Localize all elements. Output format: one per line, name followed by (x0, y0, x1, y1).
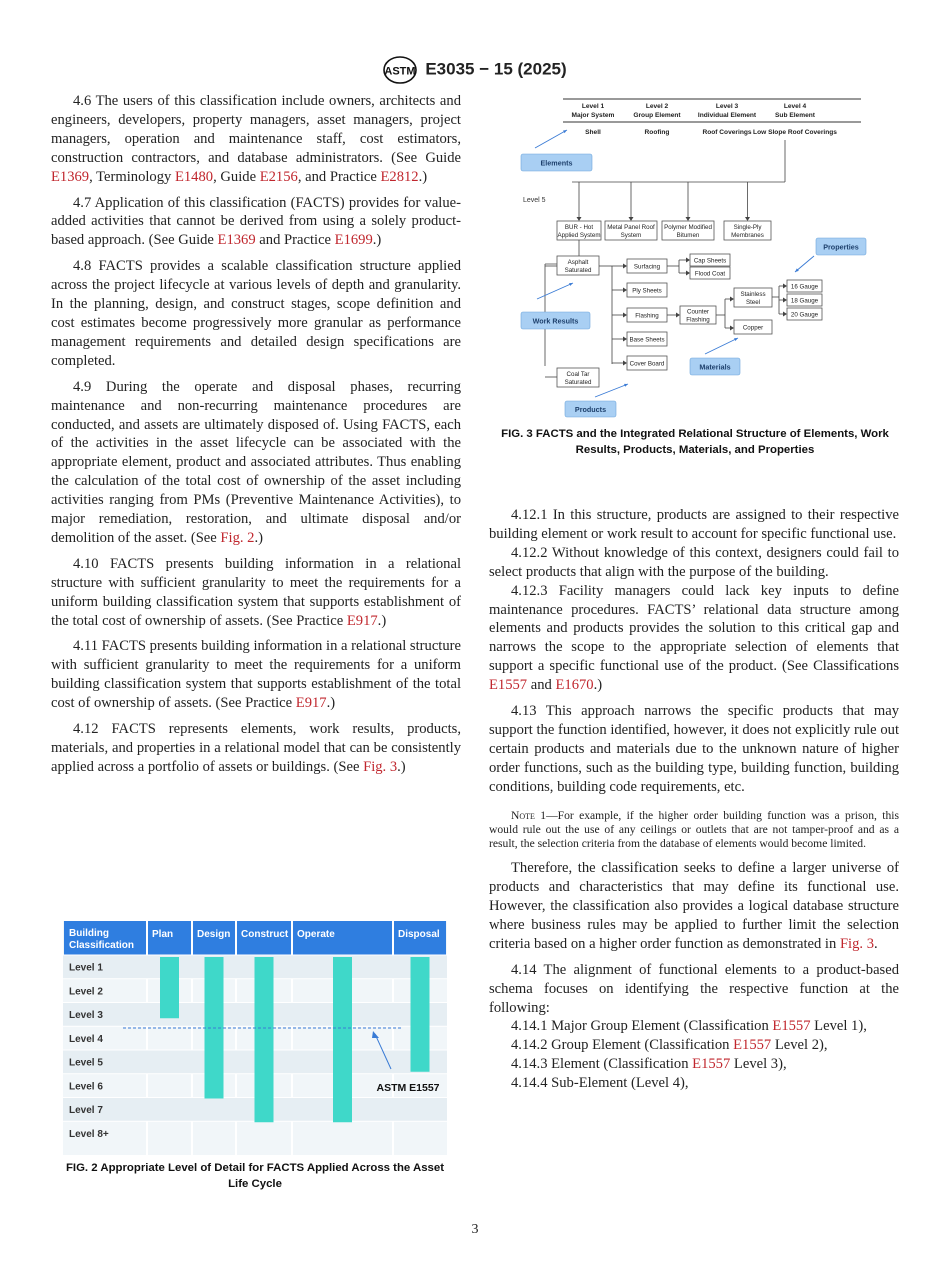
fig-link[interactable]: Fig. 2 (220, 529, 255, 546)
gauge-label: 18 Gauge (790, 297, 819, 305)
para-4-12-3: 4.12.3 Facility managers could lack key inputs to define maintenance procedures. FACTS’ relational data structure among elements and products provides the solution to this critical gap and narrows the scope to the appropriate selection of elements that support a specific functional use of the product. (See Classifications E1557 and E1670.) (489, 582, 899, 694)
gauge-label: 16 Gauge (790, 283, 819, 291)
phase-header: Construct (241, 929, 289, 940)
level5-label: Applied System (557, 232, 601, 239)
work-result-label: Ply Sheets (632, 287, 662, 295)
ref-link[interactable]: E1557 (733, 1037, 772, 1054)
para-4-9: 4.9 During the operate and disposal phases, recurring maintenance and non-recurring maintenance procedures are conducted, and assets are ultimately disposed of. Using FACTS, each of the activities in the asset lifecycle can be associated with the appropriate element, product and associated attributes. Thus enabling the calculation of the total cost of ownership of the asset including activities ranging from PMs (Preventive Maintenance Activities), to major remediation, restoration, and ultimate disposal and/or demolition of the asset. (See Fig. 2.) (51, 378, 461, 546)
para-4-8: 4.8 FACTS provides a scalable classification structure applied across the project lifecycle at various levels of depth and granularity. In the planning, design, and construct stages, scope definition and cost estimates become progressively more granular as performance management requirements and detailed design specifications are completed. (51, 258, 461, 369)
level-value: Roof Coverings (702, 129, 752, 136)
phase-header: Design (197, 929, 231, 940)
ref-link[interactable]: E1670 (555, 677, 594, 694)
fig3-caption: FIG. 3 FACTS and the Integrated Relational Structure of Elements, Work Results, Products, Materials, and Properties (501, 428, 889, 456)
level5-label: Level 5 (523, 197, 546, 204)
level-subheader: Group Element (633, 112, 681, 119)
asphalt-label: Saturated (564, 267, 592, 274)
level-bar (411, 957, 430, 1072)
work-results-tag-label: Work Results (532, 316, 579, 326)
ref-link[interactable]: E917 (295, 695, 327, 712)
level-header: Level 1 (581, 103, 605, 110)
arrowhead (730, 297, 734, 302)
properties-tag-label: Properties (823, 242, 859, 252)
level-subheader: Individual Element (697, 112, 757, 119)
ref-link[interactable]: E1369 (217, 232, 256, 249)
level-value: Shell (585, 129, 601, 136)
asphalt-label: Asphalt (567, 259, 589, 266)
phase-header: Operate (297, 929, 335, 940)
page-header (0, 56, 950, 84)
arrowhead (623, 313, 627, 318)
level-subheader: Sub Element (775, 112, 815, 119)
stainless-steel-label: Steel (745, 299, 761, 306)
fig2-caption: FIG. 2 Appropriate Level of Detail for FACTS Applied Across the Asset Life Cycle (65, 1162, 445, 1190)
item-4-14-2: 4.14.2 Group Element (Classification E1557 Level 2), (511, 1037, 828, 1054)
level5-label: Single-Ply (733, 224, 762, 231)
astm-logo-icon (383, 56, 417, 84)
elements-tag-label: Elements (540, 158, 573, 168)
flood-coat-label: Flood Coat (694, 270, 726, 278)
ref-link[interactable]: E1557 (692, 1056, 731, 1073)
ref-link[interactable]: E1480 (174, 168, 214, 185)
para-4-11: 4.11 FACTS presents building information in a relational structure with sufficient granularity to meet the requirements for a uniform building classification system that supports establishment of the total cost of ownership of assets. (See Practice E917.) (51, 638, 461, 712)
ref-link[interactable]: E2812 (380, 168, 419, 185)
level5-label: System (620, 232, 642, 239)
gauge-label: 20 Gauge (790, 311, 819, 319)
level5-label: BUR - Hot (564, 224, 594, 231)
materials-tag-label: Materials (699, 362, 731, 372)
para-4-12: 4.12 FACTS represents elements, work results, products, materials, and properties in a relational model that can be consistently applied across a portfolio of assets or buildings. (See Fig. 3.) (51, 721, 461, 775)
arrowhead (686, 217, 691, 221)
para-therefore: Therefore, the classification seeks to define a larger universe of products and characteristics that may define its functional use. However, the classification also provides a logical database structure where business rules may be applied to further limit the selection criteria based on a higher order function as demonstrated in Fig. 3. (489, 860, 899, 952)
level-label: Level 4 (69, 1033, 103, 1045)
work-result-label: Base Sheets (629, 336, 665, 344)
note-1: Note 1—For example, if the higher order building function was a prison, this would rule out the use of any ceilings or outlets that are not tamper-proof and as a result, the selection criteria from the database of elements would become limited. (489, 808, 900, 850)
arrowhead (623, 361, 627, 366)
arrowhead (676, 313, 680, 318)
stainless-steel-label: Stainless (740, 291, 766, 298)
arrowhead (623, 337, 627, 342)
document-code: E3035 − 15 (2025) (425, 59, 567, 79)
para-4-10: 4.10 FACTS presents building information in a relational structure with sufficient granularity to meet the requirements for a uniform building classification system that supports establishment of the total cost of ownership of assets. (See Practice E917.) (51, 555, 461, 629)
arrowhead (686, 258, 690, 263)
level-header: Level 3 (715, 103, 739, 110)
item-4-14-3: 4.14.3 Element (Classification E1557 Level 3), (511, 1056, 787, 1073)
page-number: 3 (471, 1222, 479, 1237)
header-label: Building (69, 928, 109, 939)
cap-sheets-label: Cap Sheets (693, 257, 727, 265)
arrowhead (686, 271, 690, 276)
fig-link[interactable]: Fig. 3 (363, 758, 398, 775)
ref-link[interactable]: E1557 (772, 1018, 811, 1035)
item-4-14-4: 4.14.4 Sub-Element (Level 4), (511, 1075, 689, 1092)
level-header: Level 4 (783, 103, 807, 110)
item-4-14-1: 4.14.1 Major Group Element (Classification E1557 Level 1), (511, 1018, 867, 1035)
phase-header: Plan (152, 929, 174, 940)
level-header: Level 2 (645, 103, 669, 110)
products-tag-label: Products (574, 405, 607, 414)
phase-header: Disposal (398, 929, 440, 940)
arrowhead (730, 326, 734, 331)
arrowhead (623, 288, 627, 293)
level-label: Level 6 (69, 1081, 103, 1093)
para-4-14: 4.14 The alignment of functional elements to a product-based schema focuses on identifying the respective function at the following: (489, 961, 899, 1016)
level-subheader: Major System (571, 112, 615, 119)
level5-label: Membranes (731, 232, 764, 239)
ref-link[interactable]: E1557 (489, 677, 528, 694)
pointer-line (535, 130, 567, 148)
fig3-diagram (517, 96, 867, 421)
svg-text:ASTM: ASTM (384, 65, 416, 78)
work-result-label: Flashing (635, 312, 659, 320)
level5-label: Bitumen (676, 232, 700, 239)
pointer-line (537, 283, 573, 299)
level-bar (333, 957, 352, 1122)
arrowhead (783, 298, 787, 303)
para-4-6: 4.6 The users of this classification include owners, architects and engineers, developers, property managers, asset managers, project managers, operation and maintenance staff, cost estimators, construction contractors, and database administrators. (See Guide E1369, Terminology E1480, Guide E2156, and Practice E2812.) (51, 93, 461, 185)
pointer-line (795, 256, 814, 272)
level-label: Level 8+ (69, 1128, 109, 1140)
level-label: Level 3 (69, 1010, 103, 1021)
work-result-label: Surfacing (633, 263, 661, 271)
right-column (489, 506, 899, 1093)
work-result-label: Cover Board (629, 360, 665, 368)
level-label: Level 1 (69, 962, 103, 974)
level-label: Level 7 (69, 1105, 103, 1116)
para-4-7: 4.7 Application of this classification (FACTS) provides for value-added activities that cannot be derived from using a solely product-based approach. (See Guide E1369 and Practice E1699.) (51, 194, 461, 249)
para-4-13: 4.13 This approach narrows the specific products that may support the function identified, however, it does not explicitly rule out certain products and materials due to the unknown nature of higher order functions, such as the building type, building function, building conditions, building code requirements, etc. (489, 703, 899, 795)
counter-flashing-label: Flashing (686, 316, 710, 324)
arrowhead (577, 217, 582, 221)
ref-link[interactable]: E1699 (334, 232, 373, 249)
copper-label: Copper (742, 324, 764, 332)
ref-link[interactable]: E1369 (51, 168, 90, 185)
level5-label: Metal Panel Roof (607, 224, 655, 231)
ref-link[interactable]: E917 (346, 612, 378, 629)
fig-link[interactable]: Fig. 3 (839, 935, 874, 952)
header-label: Classification (69, 940, 135, 951)
arrowhead (783, 284, 787, 289)
fig2-chart (63, 921, 447, 1155)
pointer-head (624, 384, 628, 387)
astm-e1557-label: ASTM E1557 (376, 1082, 440, 1094)
para-4-12-1: 4.12.1 In this structure, products are assigned to their respective building element or work result to account for specific functional use. (489, 507, 899, 542)
level-value: Low Slope Roof Coverings (753, 129, 837, 136)
arrowhead (629, 217, 634, 221)
counter-flashing-label: Counter (686, 308, 710, 316)
level-bar (255, 957, 274, 1122)
pointer-line (705, 338, 738, 354)
arrowhead (623, 264, 627, 269)
ref-link[interactable]: E2156 (259, 168, 298, 185)
level-value: Roofing (644, 129, 670, 136)
level-bar (160, 957, 179, 1018)
para-4-12-2: 4.12.2 Without knowledge of this context, designers could fail to select products that align with the purpose of the building. (489, 544, 899, 580)
level5-label: Polymer Modified (664, 224, 712, 231)
arrowhead (745, 217, 750, 221)
coal-tar-label: Coal Tar (566, 371, 590, 378)
arrowhead (783, 312, 787, 317)
pointer-line (595, 384, 628, 397)
level-label: Level 2 (69, 986, 103, 998)
coal-tar-label: Saturated (564, 379, 592, 386)
left-column (51, 92, 461, 784)
level-label: Level 5 (69, 1057, 103, 1069)
